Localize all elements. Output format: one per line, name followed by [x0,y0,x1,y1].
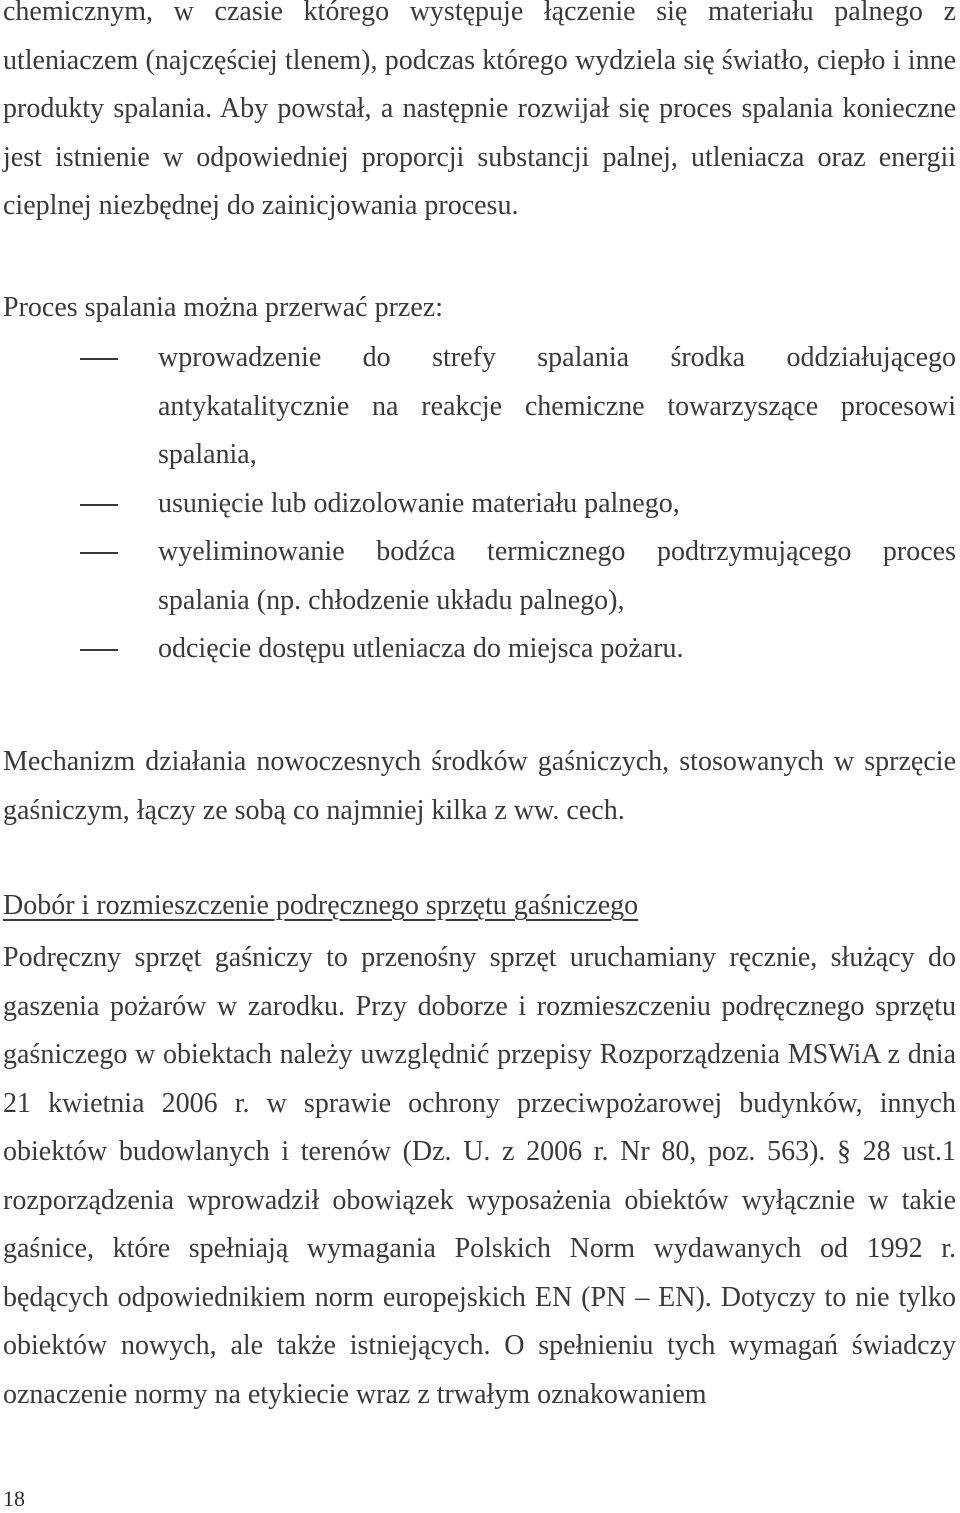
interruption-methods-list [0,334,960,674]
list-item [0,625,960,674]
list-lead: Proces spalania można przerwać przez: [3,292,443,323]
dash-bullet-icon [80,552,118,554]
list-item-text: odcięcie dostępu utleniacza do miejsca pożaru. [158,633,684,664]
list-item [0,334,960,480]
list-item-text: wprowadzenie do strefy spalania środka oddziałującego antykatalitycznie na reakcje chemiczne towarzyszące procesowi spalania, [158,342,956,470]
page-number: 18 [3,1486,25,1511]
mechanism-paragraph: Mechanizm działania nowoczesnych środków gaśniczych, stosowanych w sprzęcie gaśniczym, łączy ze sobą co najmniej kilka z ww. cech. [3,746,956,826]
list-item [0,480,960,529]
intro-paragraph: chemicznym, w czasie którego występuje łączenie się materiału palnego z utleniaczem (najczęściej tlenem), podczas którego wydziela się światło, ciepło i inne produkty spalania. Aby powstał, a następnie rozwijał się proces spalania konieczne jest istnienie w odpowiedniej proporcji substancji palnej, utleniacza oraz energii cieplnej niezbędnej do zainicjowania procesu. [3,0,956,221]
main-paragraph: Podręczny sprzęt gaśniczy to przenośny sprzęt uruchamiany ręcznie, służący do gaszenia pożarów w zarodku. Przy doborze i rozmieszczeniu podręcznego sprzętu gaśniczego w obiektach należy uwzględnić przepisy Rozporządzenia MSWiA z dnia 21 kwietnia 2006 r. w sprawie ochrony przeciwpożarowej budynków, innych obiektów budowlanych i terenów (Dz. U. z 2006 r. Nr 80, poz. 563). § 28 ust.1 rozporządzenia wprowadził obowiązek wyposażenia obiektów wyłącznie w takie gaśnice, które spełniają wymagania Polskich Norm wydawanych od 1992 r. będących odpowiednikiem norm europejskich EN (PN – EN). Dotyczy to nie tylko obiektów nowych, ale także istniejących. O spełnieniu tych wymagań świadczy oznaczenie normy na etykiecie wraz z trwałym oznakowaniem [3,942,956,1410]
dash-bullet-icon [80,358,118,360]
list-item-text: wyeliminowanie bodźca termicznego podtrzymującego proces spalania (np. chłodzenie układu palnego), [158,536,956,616]
list-item-text: usunięcie lub odizolowanie materiału palnego, [158,487,680,519]
section-heading: Dobór i rozmieszczenie podręcznego sprzętu gaśniczego [3,890,639,921]
list-item [0,528,960,625]
dash-bullet-icon [80,649,118,651]
dash-bullet-icon [80,504,118,506]
